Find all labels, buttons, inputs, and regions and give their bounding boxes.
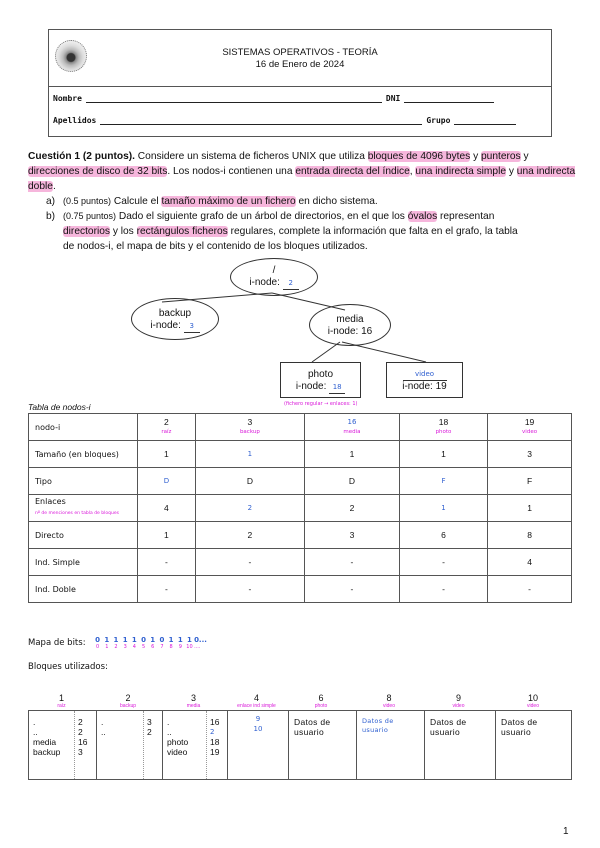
cell[interactable]: - bbox=[488, 576, 572, 603]
grupo-label: Grupo bbox=[426, 116, 451, 125]
table-row bbox=[29, 414, 572, 441]
entry-name: backup bbox=[33, 747, 61, 757]
dir-entry-names bbox=[167, 717, 188, 757]
highlight: punteros bbox=[481, 151, 521, 162]
highlight: una indirecta simple bbox=[415, 166, 507, 177]
inode-label: i-node: 16 bbox=[327, 326, 373, 337]
node-photo bbox=[280, 362, 361, 398]
cell[interactable]: D bbox=[138, 468, 196, 495]
block-content: Datos de usuario bbox=[294, 717, 331, 737]
exam-date: 16 de Enero de 2024 bbox=[255, 59, 345, 70]
table-row bbox=[29, 549, 572, 576]
bit-index: 10 bbox=[186, 644, 193, 650]
node-video bbox=[386, 362, 463, 398]
annotation: video bbox=[527, 703, 539, 709]
inode-table-caption: Tabla de nodos-i bbox=[28, 402, 91, 412]
annotation: video bbox=[383, 703, 395, 709]
annotation: media bbox=[186, 703, 201, 709]
cell[interactable]: 2 bbox=[195, 495, 304, 522]
bit-index: 8 bbox=[169, 644, 173, 650]
highlight: bloques de 4096 bytes bbox=[367, 151, 471, 162]
cell[interactable]: - bbox=[195, 549, 304, 576]
annotation: enlace ind simple bbox=[237, 703, 276, 709]
block-10[interactable] bbox=[495, 711, 571, 779]
cell[interactable]: 4 bbox=[138, 495, 196, 522]
block-number: 3 bbox=[190, 693, 196, 703]
bit: 1 bbox=[168, 636, 174, 644]
annotation: raíz bbox=[161, 429, 172, 435]
text: . bbox=[52, 181, 56, 192]
block-header-8 bbox=[355, 694, 423, 709]
block-number: 4 bbox=[253, 693, 259, 703]
cell[interactable] bbox=[488, 414, 572, 441]
cell[interactable]: 8 bbox=[488, 522, 572, 549]
indirect-pointers bbox=[228, 714, 288, 734]
entry-inode: 16 bbox=[78, 737, 88, 747]
cell[interactable]: 2 bbox=[305, 495, 400, 522]
block-content: Datos de usuario bbox=[501, 717, 538, 737]
annotation: video bbox=[522, 429, 538, 435]
cell[interactable]: 6 bbox=[399, 522, 487, 549]
cell[interactable]: - bbox=[195, 576, 304, 603]
table-row bbox=[29, 441, 572, 468]
annotation: video bbox=[452, 703, 465, 709]
block-3[interactable] bbox=[162, 711, 227, 779]
bit-index: 3 bbox=[123, 644, 127, 650]
bit: 1 bbox=[104, 636, 110, 644]
block-header-2 bbox=[95, 694, 161, 709]
text: , bbox=[409, 166, 416, 177]
dir-entry-inodes bbox=[206, 711, 219, 779]
entry-inode: 2 bbox=[78, 727, 83, 737]
entry-name: .. bbox=[101, 727, 106, 737]
entry-name: media bbox=[33, 737, 57, 747]
entry-name: .. bbox=[167, 727, 172, 737]
text: Considere un sistema de ficheros UNIX que utiliza bbox=[134, 151, 368, 162]
entry-inode: 19 bbox=[210, 747, 220, 757]
tree-edges bbox=[0, 0, 600, 420]
block-9[interactable] bbox=[424, 711, 495, 779]
highlight: tamaño máximo de un fichero bbox=[161, 196, 296, 207]
highlight: rectángulos ficheros bbox=[136, 226, 228, 237]
highlight: entrada directa del índice bbox=[295, 166, 410, 177]
bit: 0 bbox=[159, 636, 165, 644]
pointer: 9 bbox=[255, 715, 261, 723]
blocks-label: Bloques utilizados: bbox=[28, 662, 108, 672]
bit: 1 bbox=[131, 636, 137, 644]
text: representan bbox=[437, 211, 495, 222]
table-row bbox=[29, 495, 572, 522]
cell[interactable] bbox=[195, 414, 304, 441]
text: Dado el siguiente grafo de un árbol de directorios, en el que los bbox=[116, 211, 408, 222]
bit-index: 2 bbox=[114, 644, 118, 650]
bit-index: .... bbox=[194, 644, 201, 650]
cell[interactable]: 1 bbox=[138, 522, 196, 549]
row-header: Tamaño (en bloques) bbox=[29, 441, 138, 468]
table-row bbox=[29, 576, 572, 603]
block-number: 1 bbox=[58, 693, 64, 703]
block-number: 10 bbox=[527, 693, 538, 703]
block-number: 9 bbox=[455, 693, 461, 703]
cell[interactable]: 4 bbox=[488, 549, 572, 576]
block-header-4 bbox=[226, 694, 287, 709]
block-6[interactable] bbox=[288, 711, 356, 779]
inode-answer: 3 bbox=[184, 320, 200, 333]
text: regulares, complete la información que falta en el grafo, la tabla bbox=[227, 226, 518, 237]
block-2[interactable] bbox=[96, 711, 162, 779]
entry-name: video bbox=[167, 747, 188, 757]
entry-name: . bbox=[167, 717, 170, 727]
label: Enlaces bbox=[35, 497, 66, 506]
block-content: Datos de usuario bbox=[430, 717, 467, 737]
annotation: backup bbox=[119, 703, 137, 709]
entry-inode: 2 bbox=[78, 717, 83, 727]
annotation: photo bbox=[314, 703, 328, 709]
bit: 1 bbox=[150, 636, 156, 644]
block-header-1 bbox=[28, 694, 95, 709]
cell[interactable]: 1 bbox=[195, 441, 304, 468]
dir-entry-inodes bbox=[74, 711, 87, 779]
cell[interactable]: 1 bbox=[399, 495, 487, 522]
bit-index: 5 bbox=[141, 644, 146, 650]
apellidos-label: Apellidos bbox=[53, 116, 97, 125]
row-header: Ind. Simple bbox=[29, 549, 138, 576]
dir-entry-inodes bbox=[143, 711, 152, 779]
entry-inode: 3 bbox=[78, 747, 83, 757]
bitmap-label: Mapa de bits: bbox=[28, 638, 86, 648]
item-b-marker: b) bbox=[46, 211, 56, 222]
block-8[interactable] bbox=[356, 711, 424, 779]
block-header-9 bbox=[423, 694, 494, 709]
text: . Los nodos-i contienen una bbox=[167, 166, 296, 177]
bitmap-values[interactable] bbox=[93, 636, 207, 650]
row-header: nodo-i bbox=[29, 414, 138, 441]
row-header: Ind. Doble bbox=[29, 576, 138, 603]
block-4[interactable] bbox=[227, 711, 288, 779]
bit: 1 bbox=[113, 636, 119, 644]
a-points: (0.5 puntos) bbox=[63, 196, 112, 206]
node-backup bbox=[131, 298, 219, 340]
inode-label: i-node: 19 bbox=[402, 381, 447, 392]
node-media bbox=[309, 304, 391, 346]
annotation: photo bbox=[435, 429, 452, 435]
value: 19 bbox=[524, 417, 535, 427]
text: y bbox=[520, 151, 529, 162]
block-number: 8 bbox=[386, 693, 392, 703]
entry-inode: 3 bbox=[147, 717, 152, 727]
block-1[interactable] bbox=[29, 711, 96, 779]
text: y bbox=[470, 151, 481, 162]
block-number: 6 bbox=[318, 693, 324, 703]
node-name: backup bbox=[158, 308, 192, 319]
entry-inode: 16 bbox=[210, 717, 220, 727]
table-row bbox=[29, 468, 572, 495]
inode-table bbox=[28, 413, 572, 603]
node-name: photo bbox=[307, 369, 334, 380]
cell[interactable]: 1 bbox=[305, 441, 400, 468]
bit: 1 bbox=[177, 636, 183, 644]
b-points: (0.75 puntos) bbox=[63, 211, 117, 221]
inode-label: i-node: bbox=[249, 277, 280, 288]
question-heading: Cuestión 1 (2 puntos). bbox=[28, 151, 135, 162]
row-header: Tipo bbox=[29, 468, 138, 495]
bit-index: 9 bbox=[178, 644, 182, 650]
entry-name: .. bbox=[33, 727, 38, 737]
text: y los bbox=[110, 226, 137, 237]
bit-index-row bbox=[93, 644, 207, 650]
cell[interactable]: 1 bbox=[399, 441, 487, 468]
page-number: 1 bbox=[563, 826, 569, 837]
node-name-answer: video bbox=[403, 368, 447, 381]
course-title: SISTEMAS OPERATIVOS - TEORÍA bbox=[222, 47, 378, 58]
cell[interactable]: - bbox=[399, 576, 487, 603]
bit: 1 bbox=[122, 636, 128, 644]
text: Calcule el bbox=[111, 196, 162, 207]
cell[interactable]: 3 bbox=[488, 441, 572, 468]
entry-inode: 2 bbox=[210, 728, 215, 736]
bit: 0... bbox=[194, 636, 207, 644]
cell[interactable]: - bbox=[305, 576, 400, 603]
cell[interactable] bbox=[138, 414, 196, 441]
block-header-3 bbox=[161, 694, 226, 709]
bit: 1 bbox=[187, 636, 192, 644]
highlight: óvalos bbox=[407, 211, 438, 222]
cell[interactable]: - bbox=[399, 549, 487, 576]
cell[interactable]: 3 bbox=[305, 522, 400, 549]
text: y bbox=[506, 166, 517, 177]
entry-name: photo bbox=[167, 737, 189, 747]
cell[interactable]: D bbox=[305, 468, 400, 495]
highlight: una indirecta doble bbox=[28, 166, 576, 192]
annotation: backup bbox=[239, 429, 260, 435]
value: 2 bbox=[164, 417, 169, 427]
inode-label: i-node: bbox=[150, 320, 181, 331]
bit-index: 7 bbox=[160, 644, 164, 650]
entry-inode: 2 bbox=[147, 727, 152, 737]
block-header-6 bbox=[287, 694, 355, 709]
cell[interactable] bbox=[399, 414, 487, 441]
value: 18 bbox=[438, 417, 449, 427]
cell[interactable]: D bbox=[195, 468, 304, 495]
annotation: raíz bbox=[57, 703, 66, 709]
photo-annotation: (fichero regular → enlaces: 1) bbox=[284, 401, 358, 407]
bit-row bbox=[93, 636, 207, 644]
bit: 0 bbox=[95, 636, 101, 644]
dni-label: DNI bbox=[385, 94, 401, 103]
annotation: media bbox=[343, 429, 361, 435]
highlight: directorios bbox=[63, 226, 110, 237]
row-header: Directo bbox=[29, 522, 138, 549]
bit-index: 1 bbox=[105, 644, 109, 650]
inode-answer: 18 bbox=[329, 381, 345, 394]
cell[interactable]: F bbox=[488, 468, 572, 495]
used-blocks bbox=[28, 710, 572, 780]
node-name: media bbox=[336, 314, 364, 325]
cell[interactable]: 2 bbox=[195, 522, 304, 549]
bit-index: 6 bbox=[151, 644, 155, 650]
dir-entry-names bbox=[33, 717, 60, 757]
item-a-marker: a) bbox=[46, 196, 56, 207]
block-number: 2 bbox=[125, 693, 131, 703]
value: 16 bbox=[347, 418, 357, 426]
node-name: / bbox=[272, 265, 276, 276]
entry-name: . bbox=[33, 717, 36, 727]
value: 3 bbox=[247, 417, 253, 427]
text: de nodos-i, el mapa de bits y el contenido de los bloques utilizados. bbox=[63, 241, 368, 252]
node-root bbox=[230, 258, 318, 296]
block-header-10 bbox=[494, 694, 572, 709]
cell[interactable]: - bbox=[138, 576, 196, 603]
row-header bbox=[29, 495, 138, 522]
block-content: Datos de usuario bbox=[362, 717, 394, 734]
cell[interactable]: - bbox=[305, 549, 400, 576]
annotation: nº de menciones en tabla de bloques bbox=[35, 511, 119, 516]
nombre-label: Nombre bbox=[53, 94, 82, 103]
inode-answer: 2 bbox=[283, 277, 299, 290]
dir-entry-names bbox=[101, 717, 106, 737]
cell[interactable]: 1 bbox=[138, 441, 196, 468]
table-row bbox=[29, 522, 572, 549]
bit-index: 4 bbox=[132, 644, 136, 650]
cell[interactable]: F bbox=[399, 468, 487, 495]
bit: 0 bbox=[141, 636, 146, 644]
pointer: 10 bbox=[253, 725, 263, 733]
cell[interactable]: 1 bbox=[488, 495, 572, 522]
cell[interactable]: - bbox=[138, 549, 196, 576]
entry-inode: 18 bbox=[210, 737, 220, 747]
text: en dicho sistema. bbox=[295, 196, 378, 207]
inode-label: i-node: bbox=[295, 381, 327, 392]
highlight: direcciones de disco de 32 bits bbox=[28, 166, 168, 177]
entry-name: . bbox=[101, 717, 104, 727]
bit-index: 0 bbox=[96, 644, 100, 650]
cell[interactable] bbox=[305, 414, 400, 441]
